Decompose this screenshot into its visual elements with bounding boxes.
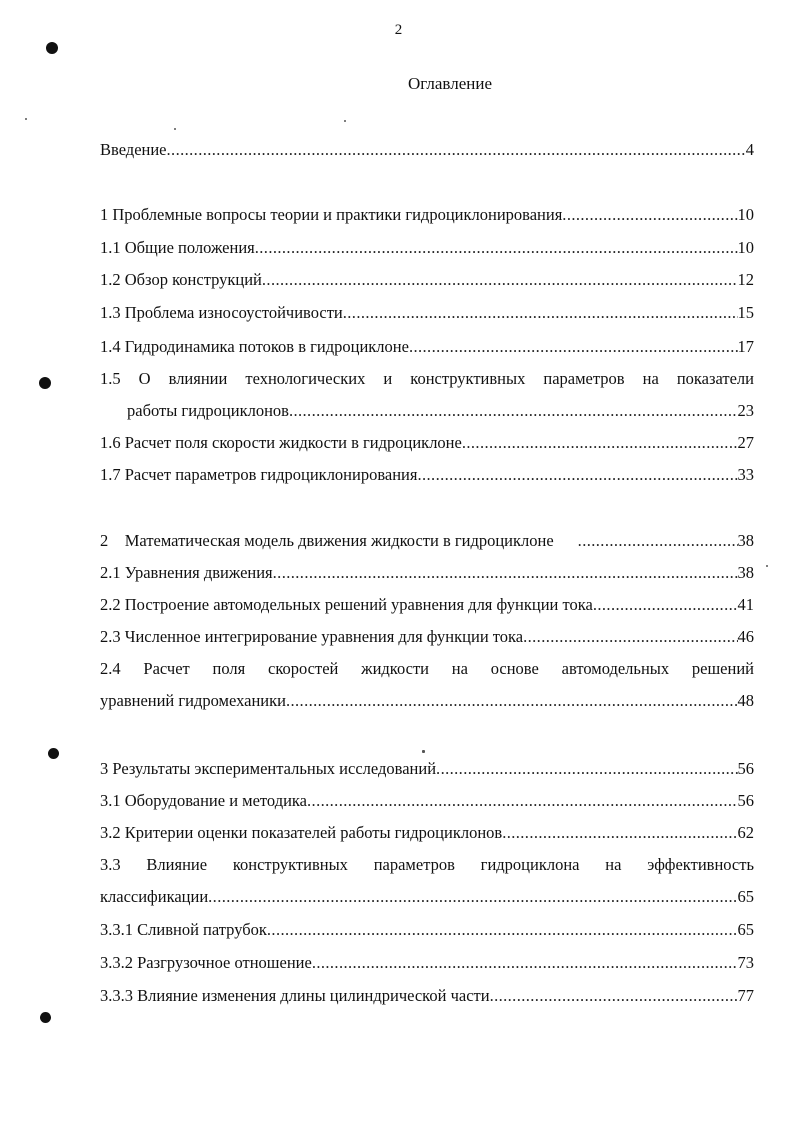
toc-leader-dots	[255, 236, 738, 260]
toc-entry-continuation[interactable]	[100, 689, 754, 713]
toc-entry-page: 77	[737, 986, 754, 1005]
toc-entry[interactable]	[100, 561, 754, 585]
toc-leader-dots	[273, 561, 738, 585]
toc-leader-dots	[307, 789, 737, 813]
toc-entry-multiline[interactable]	[100, 367, 754, 391]
toc-entry-page: 17	[737, 337, 754, 356]
toc-entry-page: 38	[737, 563, 754, 582]
toc-entry[interactable]	[100, 301, 754, 325]
toc-entry-page: 41	[737, 595, 754, 614]
toc-entry-page: 48	[737, 691, 754, 710]
toc-leader-dots	[462, 431, 738, 455]
toc-entry[interactable]	[100, 203, 754, 227]
toc-entry[interactable]	[100, 335, 754, 359]
toc-entry-title: 1.5 О влиянии технологических и конструктивных параметров на показатели	[100, 369, 754, 388]
toc-leader-dots	[593, 593, 738, 617]
toc-entry-continuation[interactable]	[127, 399, 754, 423]
toc-entry[interactable]	[100, 529, 754, 553]
toc-entry[interactable]	[100, 625, 754, 649]
toc-entry-title: 1.2 Обзор конструкций	[100, 270, 262, 289]
toc-entry-page: 10	[737, 238, 754, 257]
toc-entry-title: 1 Проблемные вопросы теории и практики гидроциклонирования	[100, 205, 563, 224]
toc-leader-dots	[312, 951, 738, 975]
toc-leader-dots	[417, 463, 737, 487]
toc-entry-title: классификации	[100, 887, 209, 906]
toc-entry-page: 73	[737, 953, 754, 972]
toc-entry-title: 2.3 Численное интегрирование уравнения для функции тока	[100, 627, 524, 646]
page-title: Оглавление	[408, 74, 492, 93]
toc-entry-title: 1.3 Проблема износоустойчивости	[100, 303, 343, 322]
toc-entry-title: 1.6 Расчет поля скорости жидкости в гидроциклоне	[100, 433, 462, 452]
toc-entry-title: 3.3.1 Сливной патрубок	[100, 920, 267, 939]
toc-leader-dots	[289, 399, 738, 423]
toc-leader-dots	[262, 268, 738, 292]
toc-entry-title: 1.1 Общие положения	[100, 238, 255, 257]
toc-entry[interactable]	[100, 268, 754, 292]
page-number: 2	[394, 22, 403, 38]
toc-entry-title: 2 Математическая модель движения жидкости в гидроциклоне	[100, 531, 554, 550]
toc-leader-dots	[208, 885, 737, 909]
toc-entry-title: 3 Результаты экспериментальных исследований	[100, 759, 437, 778]
toc-entry-title: 3.3 Влияние конструктивных параметров гидроциклона на эффективность	[100, 855, 754, 874]
toc-leader-dots	[286, 689, 738, 713]
toc-entry-page: 56	[737, 759, 754, 778]
toc-leader-dots	[409, 335, 738, 359]
toc-entry-multiline[interactable]	[100, 853, 754, 877]
toc-entry-title: 1.4 Гидродинамика потоков в гидроциклоне	[100, 337, 409, 356]
toc-entry-page: 65	[737, 887, 754, 906]
toc-entry-page: 65	[737, 920, 754, 939]
toc-leader-dots	[490, 984, 738, 1008]
toc-leader-dots	[167, 138, 746, 162]
toc-entry-title: 3.2 Критерии оценки показателей работы гидроциклонов	[100, 823, 503, 842]
toc-entry[interactable]	[100, 757, 754, 781]
toc-entry-title: работы гидроциклонов	[127, 401, 289, 420]
toc-entry-title: 3.3.3 Влияние изменения длины цилиндрической части	[100, 986, 490, 1005]
toc-leader-dots	[502, 821, 737, 845]
toc-entry-page: 33	[737, 465, 754, 484]
toc-entry-page: 12	[737, 270, 754, 289]
toc-entry[interactable]	[100, 463, 754, 487]
toc-entry-title: 2.1 Уравнения движения	[100, 563, 273, 582]
toc-entry-title: 2.2 Построение автомодельных решений уравнения для функции тока	[100, 595, 593, 614]
toc-entry-title: уравнений гидромеханики	[100, 691, 286, 710]
toc-entry-title: 3.3.2 Разгрузочное отношение	[100, 953, 312, 972]
toc-entry-page: 27	[737, 433, 754, 452]
toc-leader-dots	[523, 625, 737, 649]
toc-entry-page: 15	[737, 303, 754, 322]
toc-entry-title: Введение	[100, 140, 167, 159]
toc-entry-page: 62	[737, 823, 754, 842]
toc-leader-dots	[436, 757, 737, 781]
toc-entry[interactable]	[100, 138, 754, 162]
toc-entry-page: 10	[737, 205, 754, 224]
toc-leader-dots	[267, 918, 738, 942]
toc-entry[interactable]	[100, 984, 754, 1008]
toc-entry-page: 4	[745, 140, 754, 159]
toc-entry[interactable]	[100, 918, 754, 942]
toc-leader-dots	[562, 203, 737, 227]
toc-entry[interactable]	[100, 951, 754, 975]
toc-entry[interactable]	[100, 821, 754, 845]
toc-entry-title: 1.7 Расчет параметров гидроциклонирования	[100, 465, 418, 484]
toc-entry[interactable]	[100, 236, 754, 260]
toc-entry-page: 56	[737, 791, 754, 810]
toc-entry[interactable]	[100, 789, 754, 813]
toc-entry[interactable]	[100, 431, 754, 455]
toc-entry-page: 23	[737, 401, 754, 420]
toc-entry-page: 46	[737, 627, 754, 646]
toc-entry-multiline[interactable]	[100, 657, 754, 681]
toc-entry-title: 3.1 Оборудование и методика	[100, 791, 308, 810]
toc-entry-continuation[interactable]	[100, 885, 754, 909]
toc-leader-dots	[343, 301, 738, 325]
toc-entry-title: 2.4 Расчет поля скоростей жидкости на основе автомодельных решений	[100, 659, 754, 678]
toc-entry-page: 38	[737, 531, 754, 550]
toc-entry[interactable]	[100, 593, 754, 617]
toc-leader-dots	[578, 529, 738, 553]
